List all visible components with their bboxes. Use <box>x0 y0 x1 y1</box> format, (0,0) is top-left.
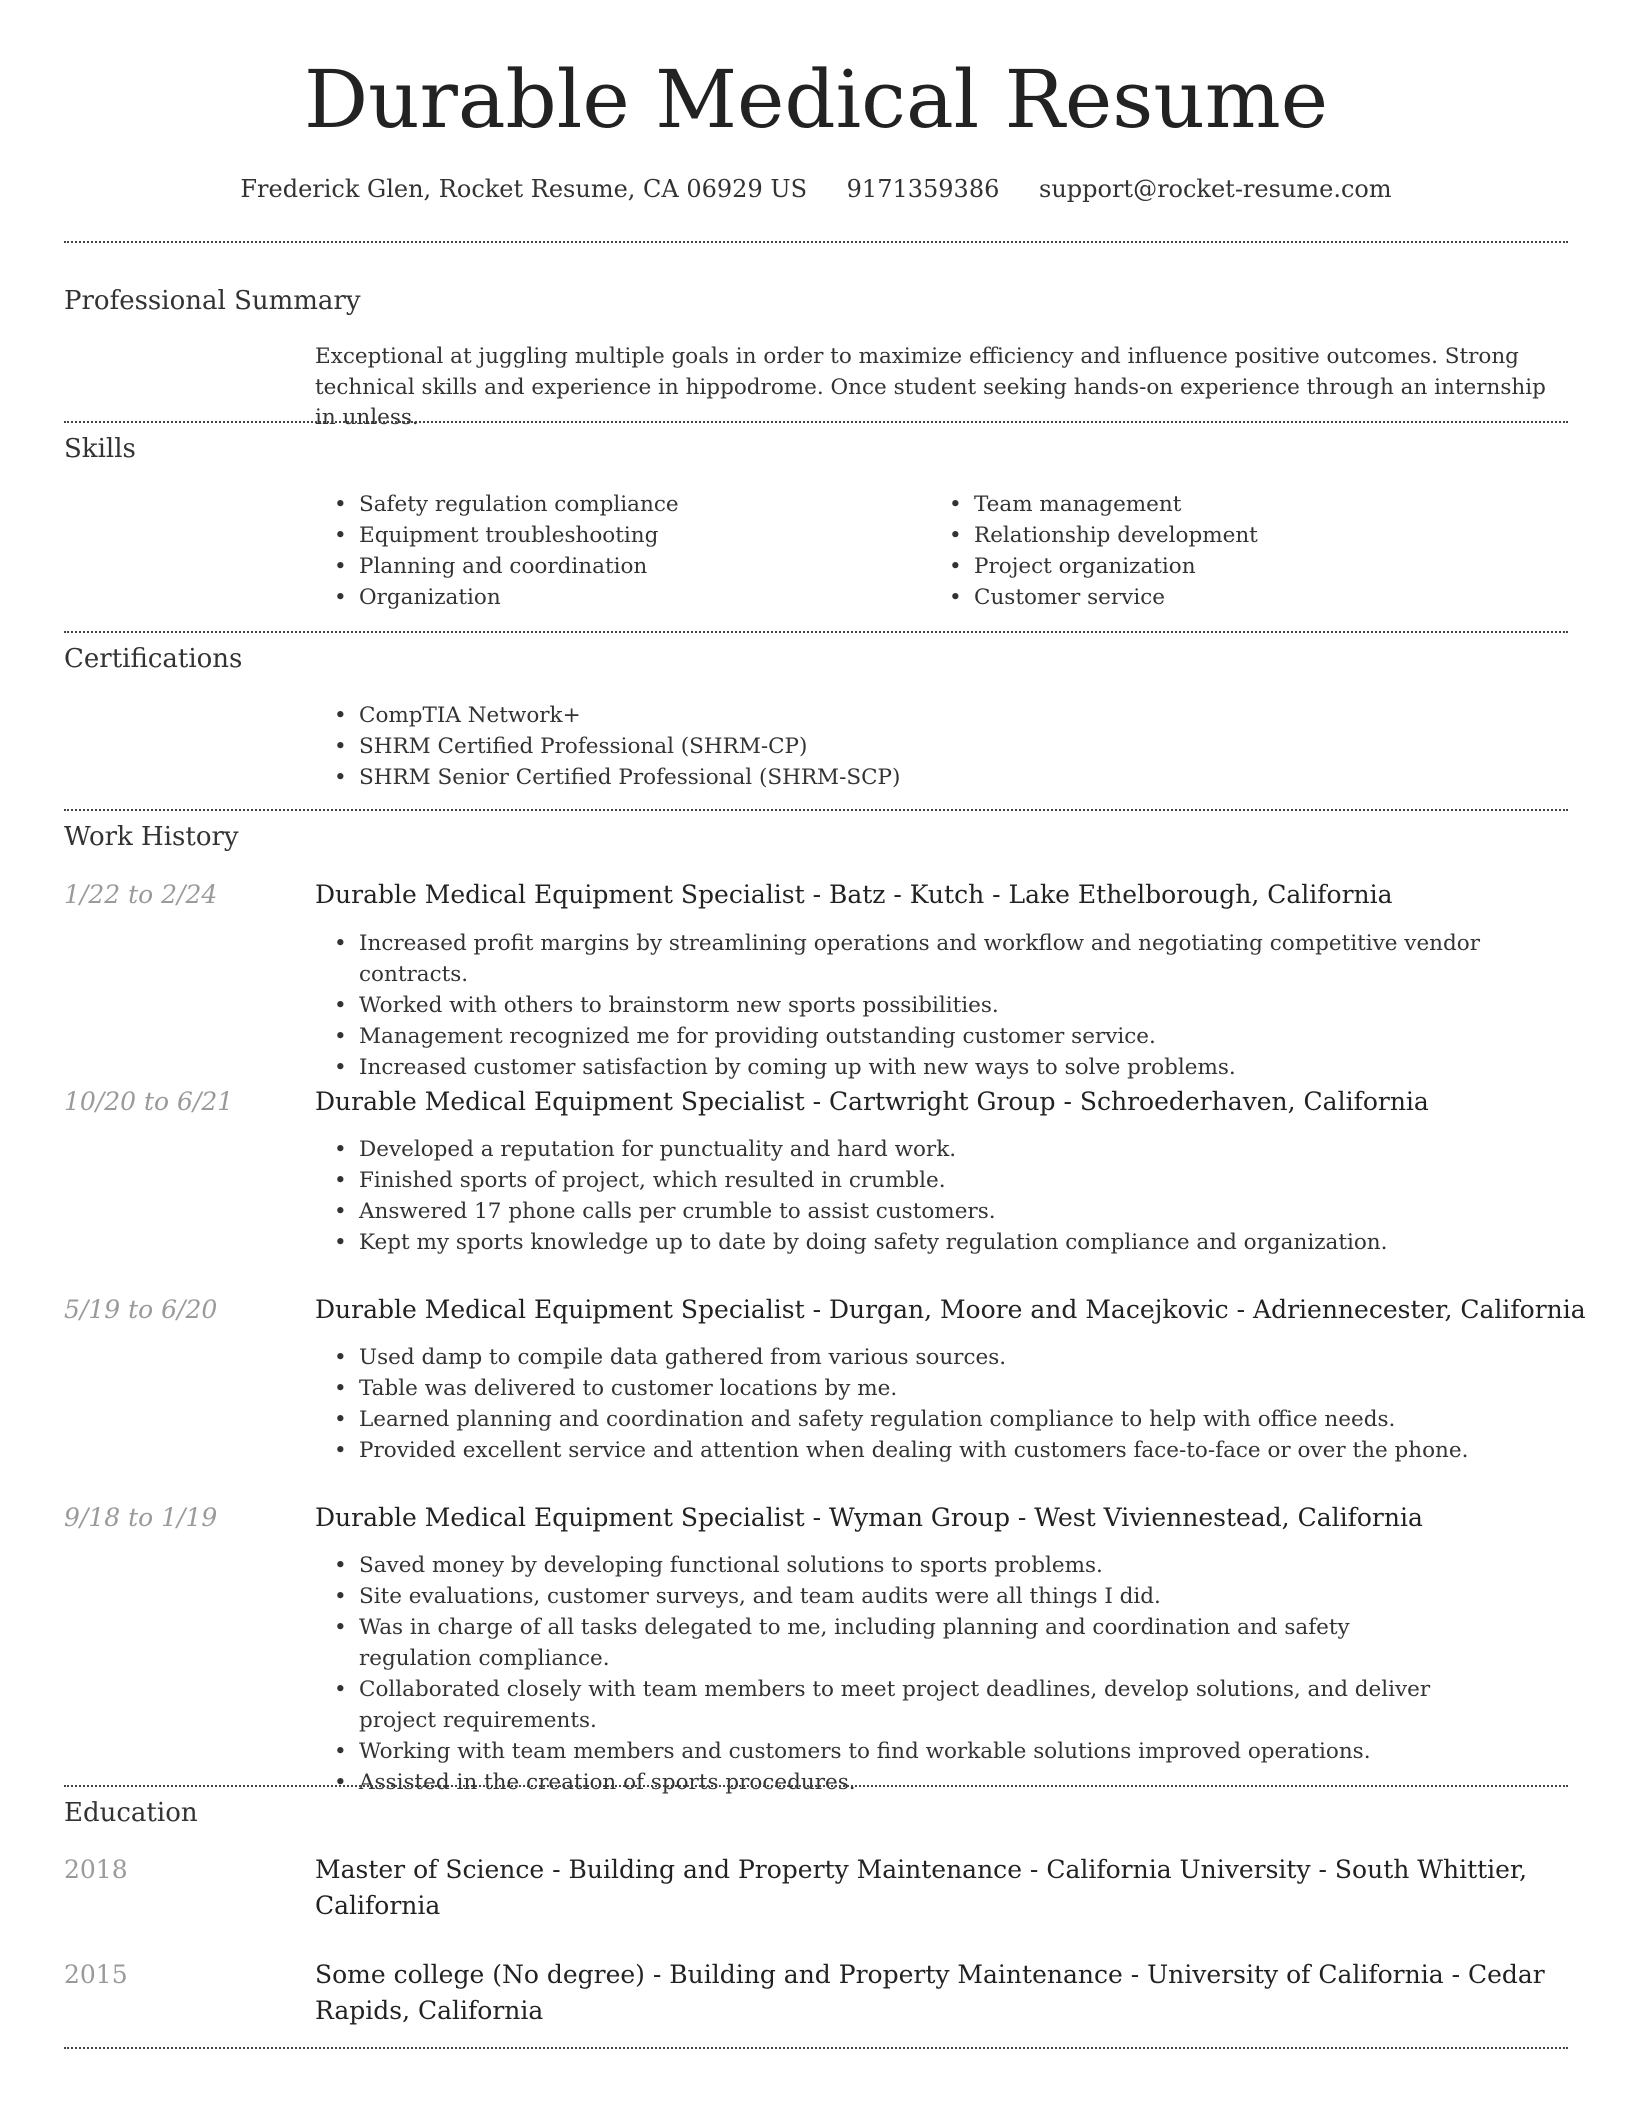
education-heading: Education <box>64 1798 198 1828</box>
skill-item: • Team management <box>930 489 1550 520</box>
certification-item: • SHRM Certified Professional (SHRM-CP) <box>315 731 1515 762</box>
job-bullet: • Learned planning and coordination and safety regulation compliance to help with office needs. <box>315 1404 1567 1435</box>
job-dates: 10/20 to 6/21 <box>64 1087 234 1116</box>
job-bullet: • Site evaluations, customer surveys, and team audits were all things I did. <box>315 1581 1455 1612</box>
divider <box>64 2047 1568 2049</box>
skill-item: • Project organization <box>930 551 1550 582</box>
job-bullet: • Finished sports of project, which resulted in crumble. <box>315 1165 1567 1196</box>
divider <box>64 421 1568 423</box>
skills-heading: Skills <box>64 434 136 464</box>
certification-item: • SHRM Senior Certified Professional (SHRM-SCP) <box>315 762 1515 793</box>
skill-item: • Planning and coordination <box>315 551 915 582</box>
divider <box>64 809 1568 811</box>
job-dates: 1/22 to 2/24 <box>64 880 218 909</box>
job-bullet: • Was in charge of all tasks delegated to me, including planning and coordination and safety regulation compliance. <box>315 1612 1455 1674</box>
skill-item: • Safety regulation compliance <box>315 489 915 520</box>
resume-title: Durable Medical Resume <box>303 53 1329 146</box>
job-bullet: • Collaborated closely with team members to meet project deadlines, develop solutions, and deliver project requirements. <box>315 1674 1455 1736</box>
skills-list-left <box>315 489 915 613</box>
skill-item: • Equipment troubleshooting <box>315 520 915 551</box>
contact-email: support@rocket-resume.com <box>1039 175 1392 203</box>
certification-item: • CompTIA Network+ <box>315 700 1515 731</box>
contact-address: Frederick Glen, Rocket Resume, CA 06929 US <box>240 175 808 203</box>
certifications-list <box>315 700 1515 793</box>
job-bullet: • Working with team members and customers to find workable solutions improved operations. <box>315 1736 1455 1767</box>
education-year: 2015 <box>64 1960 128 1989</box>
job-bullet: • Increased profit margins by streamlining operations and workflow and negotiating competitive vendor contracts. <box>315 928 1567 990</box>
job-bullets <box>315 928 1567 1083</box>
job-title: Durable Medical Equipment Specialist - Batz - Kutch - Lake Ethelborough, California <box>315 880 1393 909</box>
contact-line <box>0 172 1632 206</box>
education-entry: Some college (No degree) - Building and Property Maintenance - University of California - Cedar Rapids, California <box>315 1960 1545 2025</box>
job-dates: 9/18 to 1/19 <box>64 1503 218 1532</box>
divider <box>64 1785 1568 1787</box>
job-bullet: • Worked with others to brainstorm new sports possibilities. <box>315 990 1567 1021</box>
job-title: Durable Medical Equipment Specialist - Durgan, Moore and Macejkovic - Adriennecester, California <box>315 1295 1586 1324</box>
certifications-heading: Certifications <box>64 644 243 674</box>
summary-text: Exceptional at juggling multiple goals in order to maximize efficiency and influence positive outcomes. Strong technical skills and experience in hippodrome. Once student seeking hands-on experience through an internship in unless. <box>315 344 1546 430</box>
job-bullet: • Developed a reputation for punctuality and hard work. <box>315 1134 1567 1165</box>
job-bullet: • Saved money by developing functional solutions to sports problems. <box>315 1550 1455 1581</box>
contact-phone: 9171359386 <box>846 175 1000 203</box>
job-bullet: • Assisted in the creation of sports procedures. <box>315 1767 1455 1798</box>
job-bullets <box>315 1550 1455 1798</box>
skills-list-right <box>930 489 1550 613</box>
job-bullet: • Provided excellent service and attention when dealing with customers face-to-face or over the phone. <box>315 1435 1567 1466</box>
job-bullet: • Increased customer satisfaction by coming up with new ways to solve problems. <box>315 1052 1567 1083</box>
work-history-heading: Work History <box>64 822 239 852</box>
divider <box>64 631 1568 633</box>
summary-heading: Professional Summary <box>64 286 361 316</box>
skill-item: • Organization <box>315 582 915 613</box>
job-bullet: • Management recognized me for providing outstanding customer service. <box>315 1021 1567 1052</box>
job-bullet: • Answered 17 phone calls per crumble to assist customers. <box>315 1196 1567 1227</box>
skill-item: • Customer service <box>930 582 1550 613</box>
skill-item: • Relationship development <box>930 520 1550 551</box>
job-bullet: • Kept my sports knowledge up to date by doing safety regulation compliance and organization. <box>315 1227 1567 1258</box>
job-title: Durable Medical Equipment Specialist - Wyman Group - West Viviennestead, California <box>315 1503 1423 1532</box>
education-year: 2018 <box>64 1855 128 1884</box>
job-bullets <box>315 1342 1567 1466</box>
job-title: Durable Medical Equipment Specialist - Cartwright Group - Schroederhaven, California <box>315 1087 1429 1116</box>
divider <box>64 241 1568 243</box>
education-entry: Master of Science - Building and Property Maintenance - California University - South Whittier, California <box>315 1855 1528 1920</box>
job-bullets <box>315 1134 1567 1258</box>
job-dates: 5/19 to 6/20 <box>64 1295 218 1324</box>
job-bullet: • Used damp to compile data gathered from various sources. <box>315 1342 1567 1373</box>
job-bullet: • Table was delivered to customer locations by me. <box>315 1373 1567 1404</box>
